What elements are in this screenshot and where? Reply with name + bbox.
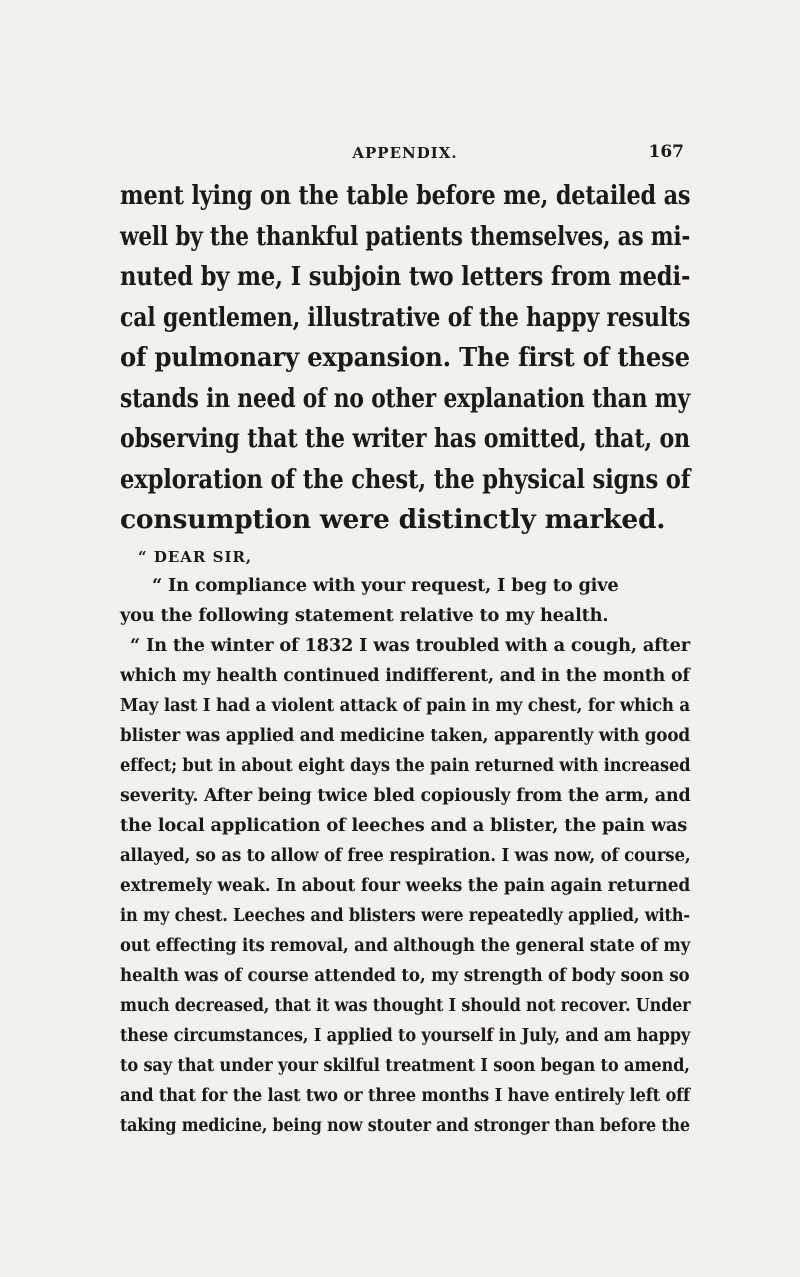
letter-line: in my chest. Leeches and blisters were repeatedly applied, with-: [120, 905, 690, 926]
letter-line: effect; but in about eight days the pain returned with increased: [120, 755, 691, 776]
text-line: of pulmonary expansion. The first of these: [120, 342, 690, 373]
letter-line: to say that under your skilful treatment I soon began to amend,: [120, 1055, 690, 1076]
letter-line: health was of course attended to, my strength of body soon so: [120, 965, 690, 986]
page-number: 167: [648, 142, 684, 162]
letter-line: which my health continued indifferent, and in the month of: [120, 665, 690, 686]
text-line: ment lying on the table before me, detailed as: [120, 180, 691, 211]
letter-line: allayed, so as to allow of free respiration. I was now, of course,: [120, 845, 691, 866]
text-line: consumption were distinctly marked.: [120, 504, 666, 535]
letter-line: May last I had a violent attack of pain in my chest, for which a: [120, 695, 690, 716]
letter-line: and that for the last two or three months I have entirely left off: [120, 1085, 690, 1106]
letter-line: “ In compliance with your request, I beg to give: [152, 575, 619, 596]
letter-line: the local application of leeches and a blister, the pain was: [120, 815, 688, 836]
letter-line: you the following statement relative to my health.: [120, 605, 609, 626]
letter-line: extremely weak. In about four weeks the pain again returned: [120, 875, 690, 896]
text-line: exploration of the chest, the physical signs of: [120, 464, 691, 495]
page-header: [120, 138, 690, 168]
letter-line: these circumstances, I applied to yourself in July, and am happy: [120, 1025, 691, 1046]
letter-line: much decreased, that it was thought I should not recover. Under: [120, 995, 691, 1016]
letter-line: taking medicine, being now stouter and stronger than before the: [120, 1115, 690, 1136]
text-line: nuted by me, I subjoin two letters from medi-: [120, 261, 691, 292]
text-line: well by the thankful patients themselves, as mi-: [120, 221, 691, 252]
running-title: APPENDIX.: [352, 144, 458, 162]
letter-line: severity. After being twice bled copiously from the arm, and: [120, 785, 691, 806]
letter-line: out effecting its removal, and although the general state of my: [120, 935, 690, 956]
text-line: observing that the writer has omitted, that, on: [120, 423, 690, 454]
letter-line: blister was applied and medicine taken, apparently with good: [120, 725, 690, 746]
text-line: stands in need of no other explanation than my: [120, 383, 691, 414]
text-line: cal gentlemen, illustrative of the happy results: [120, 302, 691, 333]
letter-salutation: “ DEAR SIR,: [138, 548, 253, 566]
letter-line: “ In the winter of 1832 I was troubled with a cough, after: [130, 635, 690, 656]
